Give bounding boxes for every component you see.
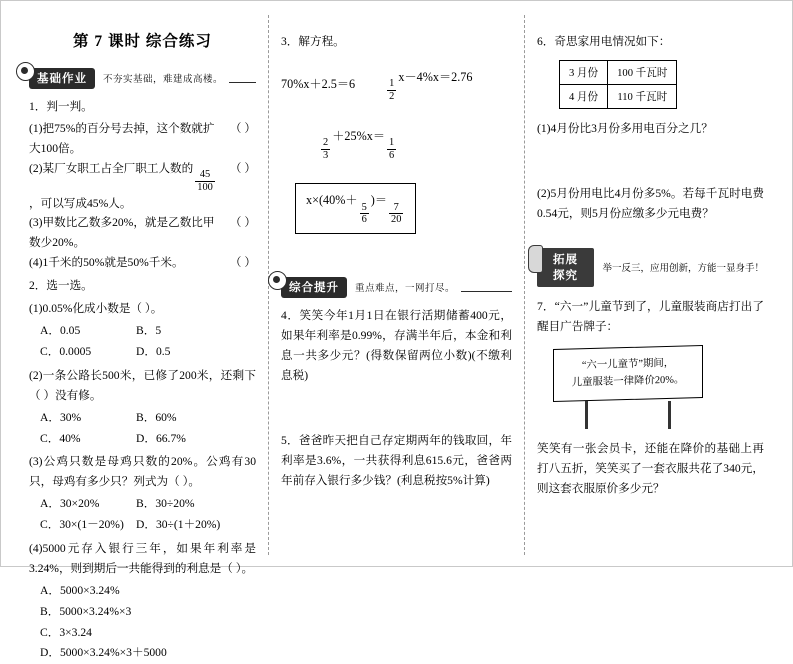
table-row [559,84,676,108]
answer-space-q4[interactable] [281,388,512,428]
q2-3-option-a[interactable]: A．30×20% [40,497,100,511]
q1-2-text: (2)某厂女职工占全厂职工人数的 $\frac{45}{100}$ ，可以写成45%人。 [29,161,213,210]
question-1-item-1 [29,119,256,159]
fraction-5-6: $\frac{5}{6}$ [361,201,367,226]
section-banner-improve [281,276,512,298]
column-left [17,15,268,660]
question-2-3-options-row-2 [29,515,256,536]
question-3-equation-row-3 [295,183,512,234]
top-spacer-right [537,15,764,29]
question-2-2-text: (2)一条公路长500米，已修了200米，还剩下（ ）没有修。 [29,368,256,402]
q2-3-option-d[interactable]: D．30÷(1＋20%) [136,518,221,532]
table-row [559,60,676,84]
table-cell-value-1: 100 千瓦时 [608,60,677,84]
advertisement-sign [553,347,703,400]
table-cell-value-2: 110 千瓦时 [608,84,677,108]
q2-2-option-b[interactable]: B．60% [136,410,177,424]
q2-4-option-d[interactable]: D．5000×3.24%×3＋5000 [40,646,167,660]
question-6-head: 6．奇思家用电情况如下： [536,35,671,48]
q2-2-option-d[interactable]: D．66.7% [136,431,186,445]
q1-3-text: (3)甲数比乙数多20%，就是乙数比甲数少20%。 [29,216,215,250]
question-5-text: 5．爸爸昨天把自己存定期两年的钱取回，年利率是3.6%，一共获得利息615.6元，爸爸两年前存入银行多少钱？(利息税按5%计算) [281,433,512,487]
page-title: 第 7 课时 综合练习 [73,33,212,50]
q2-4-option-c[interactable]: C．3×3.24 [40,625,92,639]
q2-1-option-a[interactable]: A．0.05 [40,324,81,338]
question-3-equation-row-2 [319,125,512,162]
sign-post-right [668,401,671,429]
bullet-icon [16,62,35,81]
three-column-layout [17,15,776,660]
middle-spacer [281,244,512,270]
section-tag-basic: 基础作业 [29,68,95,89]
section-banner-basic [29,67,256,89]
answer-space-q6-2[interactable] [537,226,764,240]
q2-3-option-b[interactable]: B．30÷20% [136,497,195,511]
sign-line-1: “六一儿童节”期间， [581,357,675,371]
fraction-2-3: $\frac{2}{3}$ [323,137,329,161]
equation-1: 70%x＋2.5＝6 [281,76,356,91]
question-1-item-3 [29,213,256,253]
answer-space-q5[interactable] [281,493,512,533]
section-tag-improve: 综合提升 [281,277,347,298]
question-2-3-options-row-1 [29,494,256,515]
q1-1-text: (1)把75%的百分号去掉，这个数就扩大100倍。 [29,121,215,155]
improve-tag-wrap [281,277,347,298]
question-4-text: 4．笑笑今年1月1日在银行活期储蓄400元，如果年利率是0.99%，存满半年后，本金和利息一共多少元？(得数保留两位小数)(不缴利息税) [281,309,512,382]
table-cell-month-2: 4 月份 [559,84,607,108]
sign-line-2: 儿童服装一律降价20%。 [571,373,685,388]
sign-bottom-spacer [537,410,764,436]
question-6-2-text: (2)5月份用电比4月份多5%。若每千瓦时电费0.54元，则5月份应缴多少元电费？ [536,186,764,220]
question-7-text: 7．“六一”儿童节到了，儿童服装商店打出了醒目广告牌子： [536,299,764,333]
question-2-3-text: (3)公鸡只数是母鸡只数的20%。公鸡有30只，母鸡有多少只？列式为（ ）。 [29,455,256,489]
answer-space-q6-1[interactable] [537,141,764,181]
q2-1-option-c[interactable]: C．0.0005 [40,344,92,358]
q1-4-answer-blank[interactable]: （ ） [229,256,256,270]
question-3-head: 3．解方程。 [281,35,345,48]
equation-4-pre: x×(40%＋ [306,193,358,208]
scroll-curl-icon [528,245,543,273]
column-right [525,15,776,555]
section-tag-explore-box [537,248,594,287]
q1-2-answer-blank[interactable]: （ ） [229,161,256,175]
question-2-2-options-row-2 [29,429,256,450]
question-3-equation-row-1 [281,60,512,109]
fraction-7-20: $\frac{7}{20}$ [391,201,402,226]
q2-2-option-c[interactable]: C．40% [40,431,81,445]
equation-4-mid: )＝ [370,193,388,208]
question-2-1-text: (1)0.05%化成小数是（ ）。 [29,302,163,316]
equation-2-rest: x－4%x＝2.76 [398,69,473,84]
bullet-icon [268,271,287,290]
column-middle [268,15,525,555]
question-2-1-options-row-2 [29,342,256,363]
question-1-item-4 [29,253,256,273]
q2-1-option-b[interactable]: B．5 [136,324,162,338]
basic-tag-wrap [29,68,95,89]
question-2-2-options-row-1 [29,408,256,429]
question-1-head: 1．判一判。 [29,100,93,113]
question-7-body: 笑笑有一张会员卡，还能在降价的基础上再打八五折，笑笑买了一套衣服共花了340元，则这套衣服原价多少元？ [536,441,764,495]
fraction-45-100: $\frac{45}{100}$ [197,169,213,193]
section-subtitle-basic: 不夯实基础，难建成高楼。 [103,75,224,85]
fraction-1-2: $\frac{1}{2}$ [389,78,395,102]
question-6-1-text: (1)4月份比3月份多用电百分之几？ [536,121,713,135]
equation-2 [385,66,472,103]
q2-2-option-a[interactable]: A．30% [40,410,82,424]
sign-board [553,345,703,402]
question-2-head: 2．选一选。 [29,279,93,293]
question-2-4-text: (4)5000元存入银行三年，如果年利率是3.24%，则到期后一共能得到的利息是（ ）。 [29,542,256,575]
q2-1-option-d[interactable]: D．0.5 [136,344,171,358]
equation-3-mid: ＋25%x＝ [332,128,386,143]
q2-4-option-a[interactable]: A．5000×3.24% [40,583,120,597]
q2-3-option-c[interactable]: C．30×(1－20%) [40,518,124,532]
section-banner-explore [537,248,764,287]
table-cell-month-1: 3 月份 [559,60,607,84]
question-1-item-2 [29,159,256,214]
q2-4-option-b[interactable]: B．5000×3.24%×3 [40,604,132,618]
question-2-1-options-row-1 [29,321,256,342]
section-subtitle-explore: 举一反三，应用创新，方能一显身手！ [602,264,764,275]
q1-3-answer-blank[interactable]: （ ） [229,216,256,230]
section-subtitle-improve: 重点难点，一网打尽。 [355,284,456,294]
banner-rule [229,82,256,83]
q1-4-text: (4)1千米的50%就是50%千米。 [29,256,184,270]
banner-rule [461,291,512,292]
sign-post-left [585,401,588,429]
top-spacer-middle [281,15,512,29]
fraction-1-6: $\frac{1}{6}$ [389,137,395,161]
equation-4-boxed [295,183,416,234]
section-tag-explore: 拓展探究 [552,253,578,282]
q1-1-answer-blank[interactable]: （ ） [229,121,256,135]
electricity-table [559,60,677,109]
